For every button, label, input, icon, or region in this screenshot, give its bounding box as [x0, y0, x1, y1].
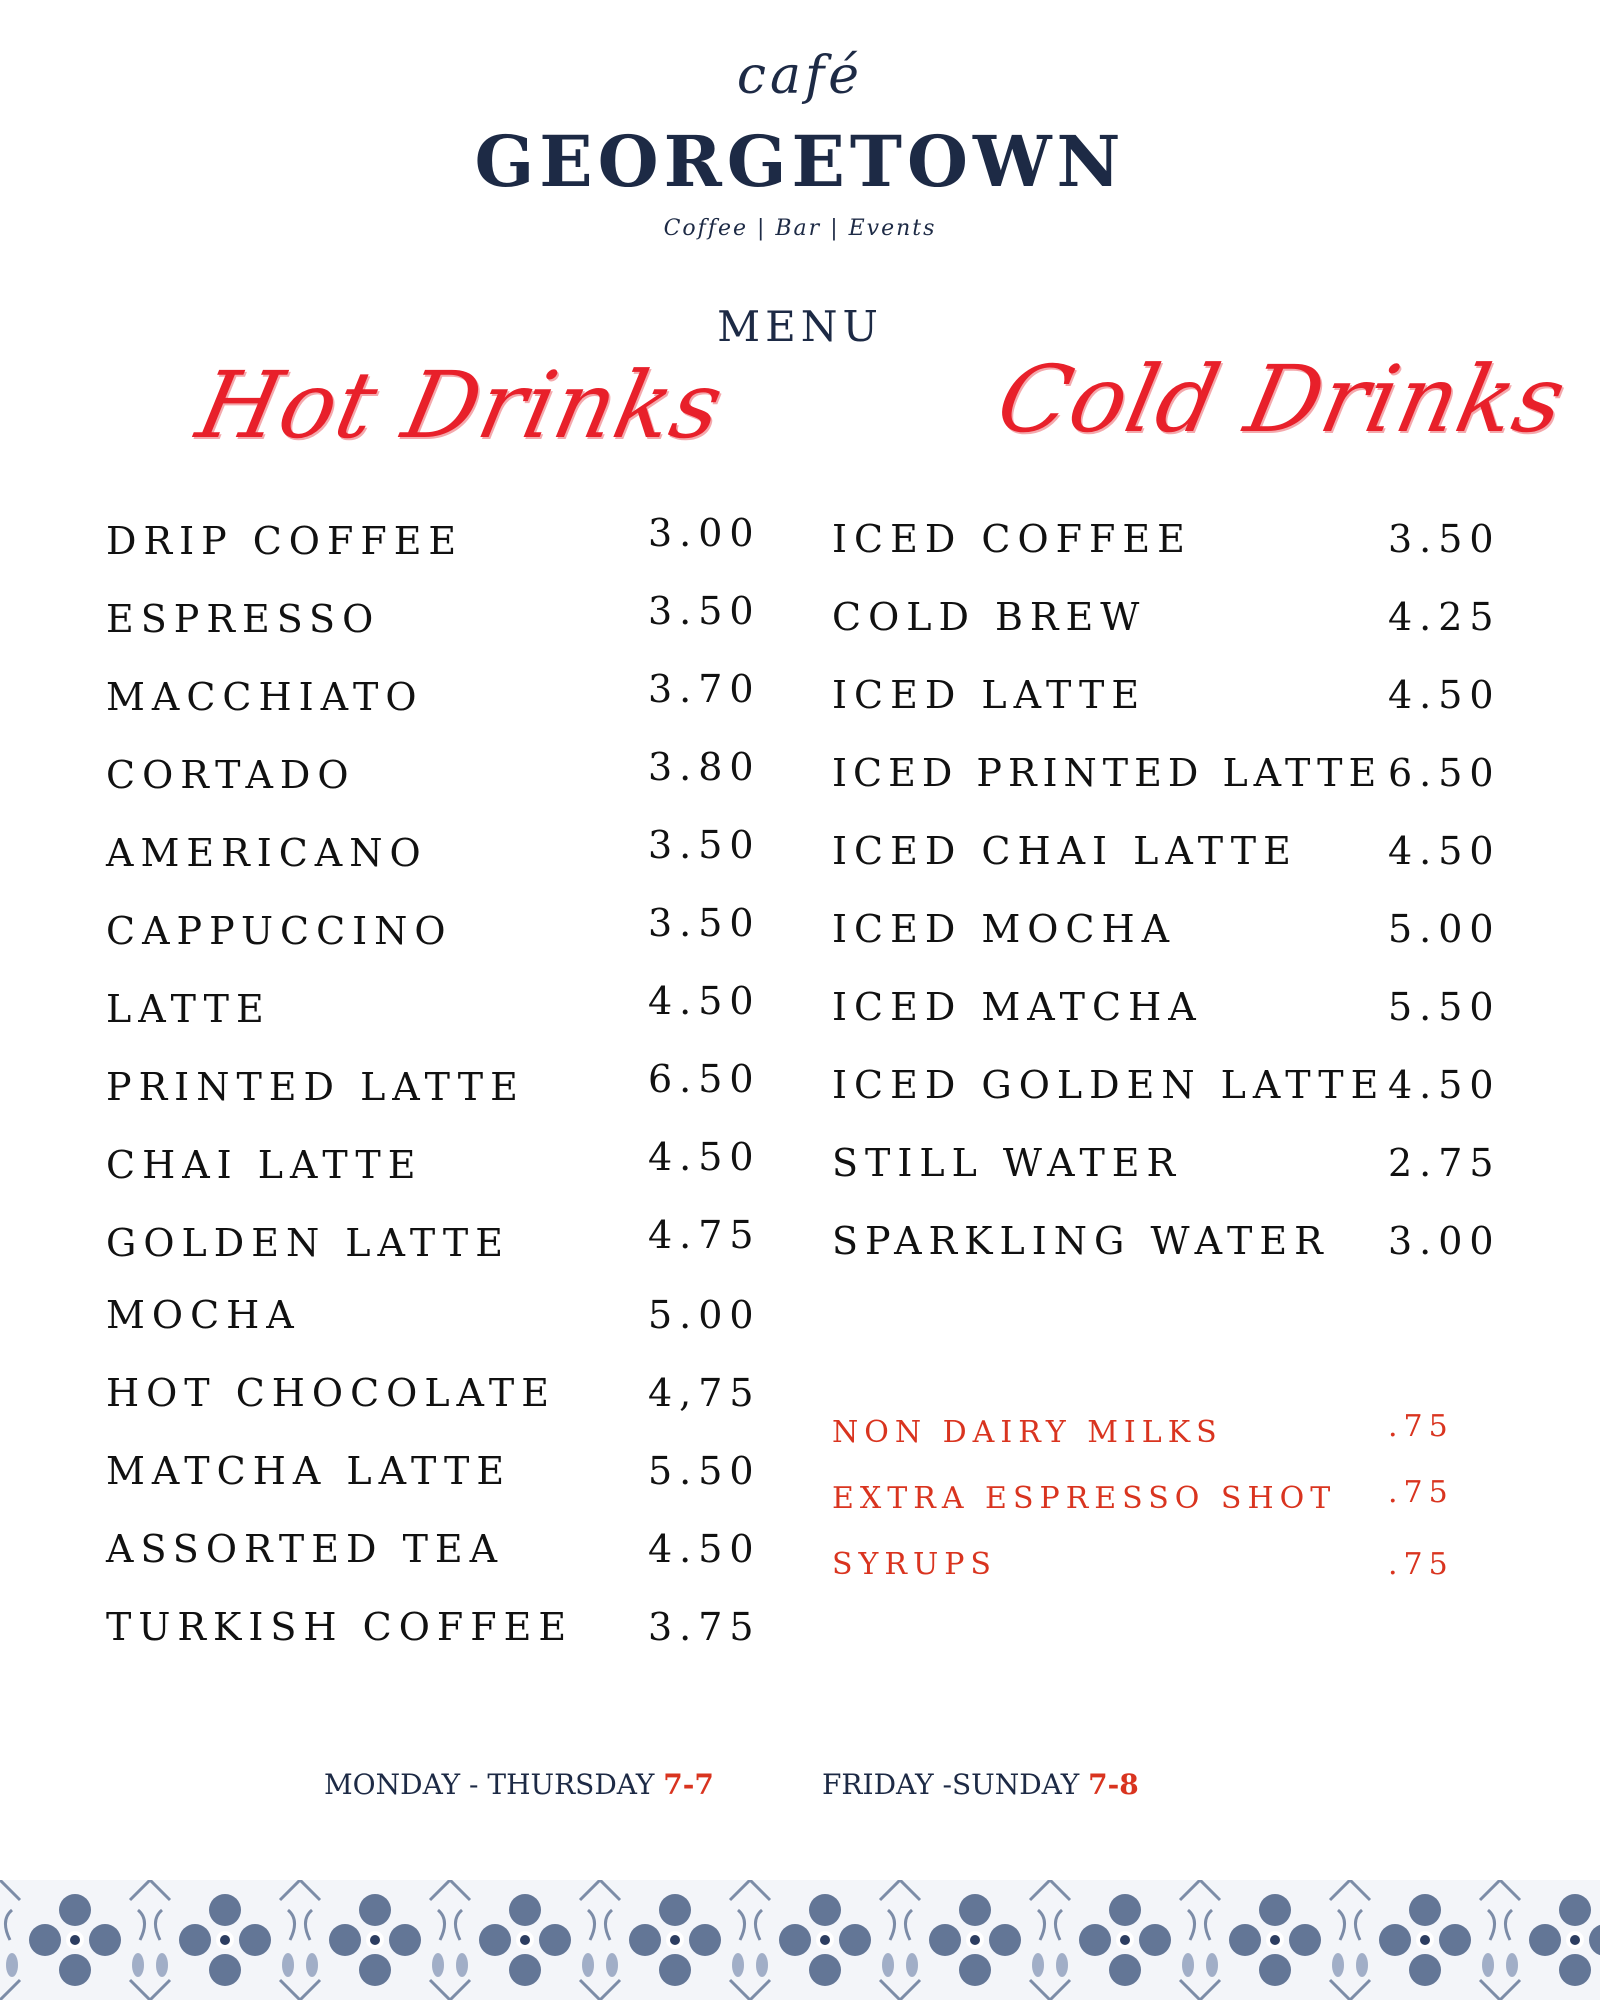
- hot-drink-name: ASSORTED TEA: [106, 1527, 505, 1571]
- cafe-wordmark: café: [736, 46, 864, 106]
- weekday-time: 7-7: [663, 1768, 714, 1801]
- weekday-label: MONDAY - THURSDAY: [324, 1768, 655, 1801]
- hot-drink-price: 3.00: [648, 511, 761, 555]
- weekend-label: FRIDAY -SUNDAY: [822, 1768, 1080, 1801]
- hot-drink-price: 5.50: [648, 1449, 761, 1493]
- hot-drink-price: 4.50: [648, 979, 761, 1023]
- cold-drink-price: 4.50: [1388, 673, 1501, 717]
- extra-price: .75: [1388, 1409, 1454, 1444]
- hot-drink-name: PRINTED LATTE: [106, 1065, 525, 1109]
- hot-drink-name: DRIP COFFEE: [106, 519, 464, 563]
- cold-drink-price: 2.75: [1388, 1141, 1501, 1185]
- hot-drink-name: ESPRESSO: [106, 597, 381, 641]
- cold-drink-price: 5.00: [1388, 907, 1501, 951]
- tile-pattern: [0, 1880, 1600, 2000]
- brand-name: GEORGETOWN: [474, 120, 1126, 203]
- weekend-hours: [822, 1768, 1139, 1801]
- hot-drink-name: MATCHA LATTE: [106, 1449, 512, 1493]
- cold-drink-name: ICED GOLDEN LATTE: [832, 1063, 1386, 1107]
- hot-drink-name: CAPPUCCINO: [106, 909, 453, 953]
- menu-title: MENU: [717, 302, 883, 351]
- hot-drinks-heading: Hot Drinks: [188, 352, 733, 459]
- hot-drink-name: HOT CHOCOLATE: [106, 1371, 556, 1415]
- hot-drink-price: 5.00: [648, 1293, 761, 1337]
- hot-drink-name: CORTADO: [106, 753, 356, 797]
- hot-drink-name: GOLDEN LATTE: [106, 1221, 511, 1265]
- cold-drinks-heading: Cold Drinks: [988, 346, 1576, 453]
- hot-drink-price: 3.50: [648, 823, 761, 867]
- weekend-time: 7-8: [1088, 1768, 1139, 1801]
- hot-drink-name: CHAI LATTE: [106, 1143, 423, 1187]
- cold-drink-name: STILL WATER: [832, 1141, 1183, 1185]
- cold-drink-price: 6.50: [1388, 751, 1501, 795]
- hot-drink-name: TURKISH COFFEE: [106, 1605, 574, 1649]
- extra-price: .75: [1388, 1547, 1454, 1582]
- cold-drink-price: 4.50: [1388, 829, 1501, 873]
- hot-drink-name: MACCHIATO: [106, 675, 424, 719]
- cold-drink-name: ICED MATCHA: [832, 985, 1203, 1029]
- decorative-tile-border: [0, 1880, 1600, 2000]
- cold-drink-price: 3.50: [1388, 517, 1501, 561]
- cold-drink-price: 3.00: [1388, 1219, 1501, 1263]
- hot-drink-name: AMERICANO: [106, 831, 428, 875]
- cold-drink-price: 4.50: [1388, 1063, 1501, 1107]
- extra-name: NON DAIRY MILKS: [832, 1415, 1223, 1450]
- hot-drink-price: 4.50: [648, 1135, 761, 1179]
- hot-drink-price: 6.50: [648, 1057, 761, 1101]
- extra-name: EXTRA ESPRESSO SHOT: [832, 1481, 1337, 1516]
- hot-drink-price: 3.50: [648, 901, 761, 945]
- hot-drink-price: 3.75: [648, 1605, 761, 1649]
- cold-drink-name: SPARKLING WATER: [832, 1219, 1330, 1263]
- cold-drink-name: ICED MOCHA: [832, 907, 1177, 951]
- cold-drink-price: 5.50: [1388, 985, 1501, 1029]
- cold-drink-name: COLD BREW: [832, 595, 1147, 639]
- hot-drink-price: 4.50: [648, 1527, 761, 1571]
- cold-drink-name: ICED COFFEE: [832, 517, 1192, 561]
- cold-drink-name: ICED LATTE: [832, 673, 1147, 717]
- hot-drink-price: 3.70: [648, 667, 761, 711]
- hot-drink-price: 4.75: [648, 1213, 761, 1257]
- extra-name: SYRUPS: [832, 1547, 997, 1582]
- hot-drink-price: 3.50: [648, 589, 761, 633]
- cold-drink-name: ICED CHAI LATTE: [832, 829, 1298, 873]
- hot-drink-price: 3.80: [648, 745, 761, 789]
- hot-drink-name: MOCHA: [106, 1293, 301, 1337]
- extra-price: .75: [1388, 1475, 1454, 1510]
- hot-drink-price: 4,75: [648, 1371, 761, 1415]
- cold-drink-price: 4.25: [1388, 595, 1501, 639]
- hot-drink-name: LATTE: [106, 987, 271, 1031]
- weekday-hours: [324, 1768, 714, 1801]
- cold-drink-name: ICED PRINTED LATTE: [832, 751, 1383, 795]
- brand-tagline: Coffee | Bar | Events: [663, 216, 937, 241]
